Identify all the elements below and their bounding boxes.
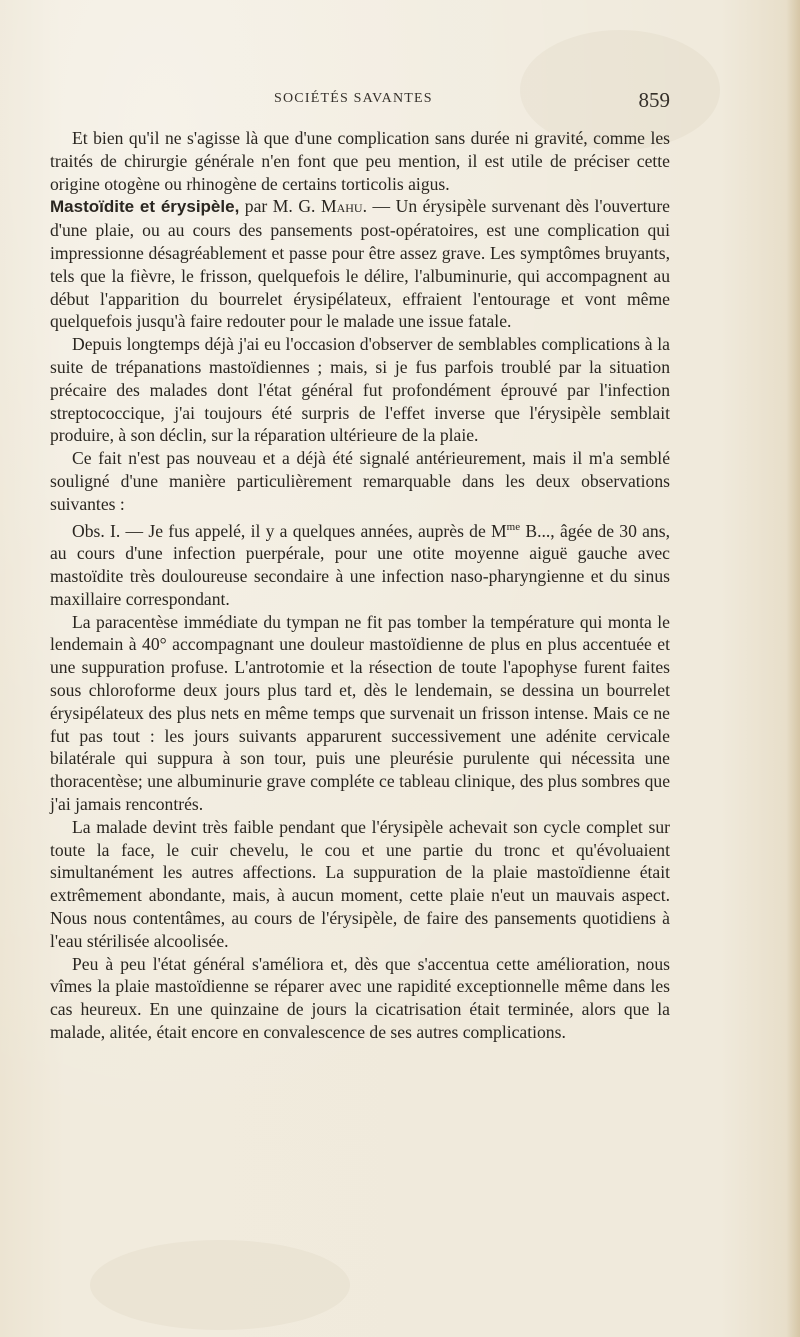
paragraph-trepanations: Depuis longtemps déjà j'ai eu l'occasion d'observer de semblables complications à la suite de trépanations mastoïdiennes ; mais, si je fus parfois troublé par la situation précaire des malades dont l'état général fut profondément éprouvé par l'infection streptococcique, j'ai toujours été surpris de l'effet inverse que l'érysipèle semblait produire, à son déclin, sur la réparation ultérieure de la plaie. [50,334,670,446]
obs-1-start: Obs. I. — Je fus appelé, il y a quelques années, auprès de M [72,520,507,541]
paragraph-obs-1 [50,516,670,611]
running-title: SOCIÉTÉS SAVANTES [274,91,433,106]
running-head [50,88,670,112]
paragraph-torticolis: Et bien qu'il ne s'agisse là que d'une complication sans durée ni gravité, comme les traités de chirurgie générale n'en font que peu mention, il est utile de préciser cette origine otogène ou rhinogène de certains torticolis aigus. [50,128,670,194]
paragraph-malade-faible: La malade devint très faible pendant que l'érysipèle achevait son cycle complet sur toute la face, le cuir chevelu, le cou et une partie du tronc et qu'évoluaient simultanément les autres affections. La suppuration de la plaie mastoïdienne était extrêmement abondante, mais, à aucun moment, cette plaie n'eut un mauvais aspect. Nous nous contentâmes, au cours de l'érysipèle, de faire des pansements quotidiens à l'eau stérilisée alcoolisée. [50,816,670,951]
section-intro: . — Un érysipèle survenant dès l'ouverture d'une plaie, ou au cours des pansements post-opératoires, est une complication qui impressionne désagréablement et passe pour être assez grave. Les symptômes bruyants, tels que la fièvre, le frisson, quelquefois le délire, l'albuminurie, qui accompagnent au début l'apparition du bourrelet érysipélateux, effraient l'entourage et vont même quelquefois jusqu'à faire redouter pour le malade une issue fatale. [50,196,670,332]
section-author-prefix: par M. G. [239,196,321,217]
section-heading: Mastoïdite et érysipèle, [50,197,240,217]
obs-1-superscript: me [506,520,521,533]
page-edge-shadow [786,0,800,1337]
paragraph-amelioration: Peu à peu l'état général s'améliora et, dès que s'accentua cette amélioration, nous vîmes la plaie mastoïdienne se réparer avec une rapidité exceptionnelle même dans les cas heureux. En une quinzaine de jours la cicatrisation était terminée, alors que la malade, alitée, était encore en convalescence de ses autres complications. [50,953,670,1042]
article-body [50,127,670,1044]
paragraph-paracentese: La paracentèse immédiate du tympan ne fit pas tomber la température qui monta le lendemain à 40° accompagnant une douleur mastoïdienne de plus en plus accentuée et une suppuration profuse. L'antrotomie et la résection de toute l'apophyse furent faites sous chloroforme deux jours plus tard et, dès le lendemain, se dessina un bourrelet érysipélateux des plus nets en même temps que survenait un frisson intense. Mais ce ne fut pas tout : les jours suivants apparurent successivement une adénite cervicale bilatérale qui suppura à son tour, puis une pleurésie purulente qui nécessita une thoracentèse; une albuminurie grave compléte ce tableau clinique, des plus sombres que j'ai jamais rencontrés. [50,611,670,814]
section-author-name: Mahu [320,196,363,217]
paper-stain [90,1240,350,1330]
section-mastoidite-erysipele [50,195,670,333]
page-number: 859 [638,88,670,112]
paragraph-observations-intro: Ce fait n'est pas nouveau et a déjà été signalé antérieurement, mais il m'a semblé souligné d'une manière particulièrement remarquable dans les deux observations suivantes : [50,448,670,514]
obs-1-rest: B..., âgée de 30 ans, au cours d'une infection puerpérale, pour une otite moyenne aiguë gauche avec mastoïdite très douloureuse secondaire à une infection naso-pharyngienne et du sinus maxillaire correspondant. [50,520,670,609]
